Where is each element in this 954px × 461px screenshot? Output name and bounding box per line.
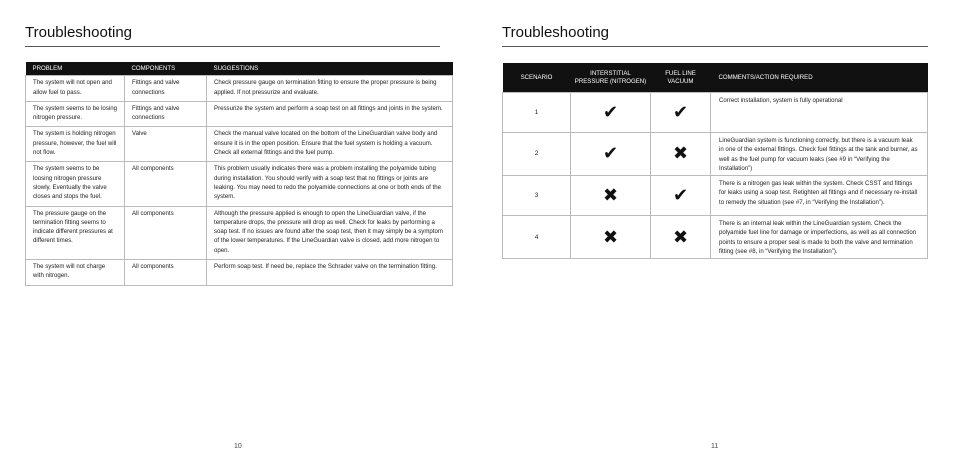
title-divider: [502, 46, 928, 47]
table-row: [503, 93, 928, 133]
suggestions-cell: Check the manual valve located on the bottom of the LineGuardian valve body and ensure it is in the open position. Ensure that the fuel system is holding a vacuum. Check all external fittings and the fuel pump.: [207, 127, 453, 162]
comment-cell: LineGuardian system is functioning correctly, but there is a vacuum leak in one of the external fittings. Check fuel fittings at the tank and burner, as well as the fuel pump for vacuum leaks (see #9 in “Verifying the Installation”): [711, 133, 928, 176]
cross-icon: ✖: [571, 176, 651, 216]
table-row: [26, 127, 453, 162]
page-title: Troubleshooting: [502, 24, 610, 41]
problem-cell: The pressure gauge on the termination fitting seems to indicate different pressures at different times.: [26, 206, 125, 259]
cross-icon: ✖: [571, 216, 651, 259]
title-divider: [25, 46, 440, 47]
components-cell: Fittings and valve connections: [125, 76, 207, 102]
cross-icon: ✖: [651, 216, 711, 259]
table-row: [26, 260, 453, 286]
components-cell: Valve: [125, 127, 207, 162]
components-cell: All components: [125, 260, 207, 286]
table-header-row: [503, 63, 928, 93]
comment-cell: Correct installation, system is fully operational: [711, 93, 928, 133]
problem-cell: The system will not charge with nitrogen.: [26, 260, 125, 286]
components-cell: All components: [125, 206, 207, 259]
problem-cell: The system will not open and allow fuel to pass.: [26, 76, 125, 102]
components-cell: Fittings and valve connections: [125, 101, 207, 127]
header-interstitial-pressure: INTERSTITIAL PRESSURE (NITROGEN): [571, 63, 651, 93]
comment-cell: There is a nitrogen gas leak within the system. Check CSST and fittings for leaks using a soap test. Retighten all fittings and if necessary re-install to remedy the situation (see #7, in “Verifying the Installation”).: [711, 176, 928, 216]
components-cell: All components: [125, 162, 207, 206]
header-scenario: SCENARIO: [503, 63, 571, 93]
table-row: [26, 101, 453, 127]
page-title: Troubleshooting: [25, 24, 133, 41]
troubleshooting-problems-table: [25, 62, 453, 286]
problem-cell: The system seems to be loosing nitrogen pressure slowly. Eventually the valve closes and stops the fuel.: [26, 162, 125, 206]
scenario-number: 4: [503, 216, 571, 259]
table-row: [26, 206, 453, 259]
check-icon: ✔: [571, 93, 651, 133]
header-suggestions: SUGGESTIONS: [207, 62, 453, 76]
page-number: 10: [234, 443, 242, 450]
table-header-row: [26, 62, 453, 76]
comment-cell: There is an internal leak within the LineGuardian system. Check the polyamide fuel line for damage or imperfections, as well as all connection points to ensure a proper seal is made to both the valve and termination fitting (see #8, in “Verifying the Installation”).: [711, 216, 928, 259]
problem-cell: The system seems to be losing nitrogen pressure.: [26, 101, 125, 127]
table-row: [503, 176, 928, 216]
header-comments: COMMENTS/ACTION REQUIRED: [711, 63, 928, 93]
check-icon: ✔: [651, 176, 711, 216]
cross-icon: ✖: [651, 133, 711, 176]
suggestions-cell: Pressurize the system and perform a soap test on all fittings and joints in the system.: [207, 101, 453, 127]
check-icon: ✔: [571, 133, 651, 176]
header-problem: PROBLEM: [26, 62, 125, 76]
table-row: [503, 133, 928, 176]
suggestions-cell: Although the pressure applied is enough to open the LineGuardian valve, if the temperature drops, the pressure will drop as well. Check for leaks by performing a soap test. If no issues are found after the soap test, then it may simply be a symptom of the lower temperatures. If the LineGuardian valve is closed, add more nitrogen to open.: [207, 206, 453, 259]
suggestions-cell: This problem usually indicates there was a problem installing the polyamide tubing during installation. You should verify with a soap test that no fittings or joints are leaking. You may need to redo the polyamide connections at one or both ends of the system.: [207, 162, 453, 206]
table-row: [26, 162, 453, 206]
suggestions-cell: Perform soap test. If need be, replace the Schrader valve on the termination fitting.: [207, 260, 453, 286]
header-components: COMPONENTS: [125, 62, 207, 76]
table-row: [503, 216, 928, 259]
right-page: [477, 0, 954, 461]
suggestions-cell: Check pressure gauge on termination fitting to ensure the proper pressure is being applied. If not pressurize and evaluate.: [207, 76, 453, 102]
page-number: 11: [711, 443, 719, 450]
table-row: [26, 76, 453, 102]
scenario-number: 2: [503, 133, 571, 176]
scenario-number: 3: [503, 176, 571, 216]
check-icon: ✔: [651, 93, 711, 133]
troubleshooting-scenarios-table: [502, 63, 928, 259]
problem-cell: The system is holding nitrogen pressure, however, the fuel will not flow.: [26, 127, 125, 162]
scenario-number: 1: [503, 93, 571, 133]
header-fuel-line-vacuum: FUEL LINE VACUUM: [651, 63, 711, 93]
